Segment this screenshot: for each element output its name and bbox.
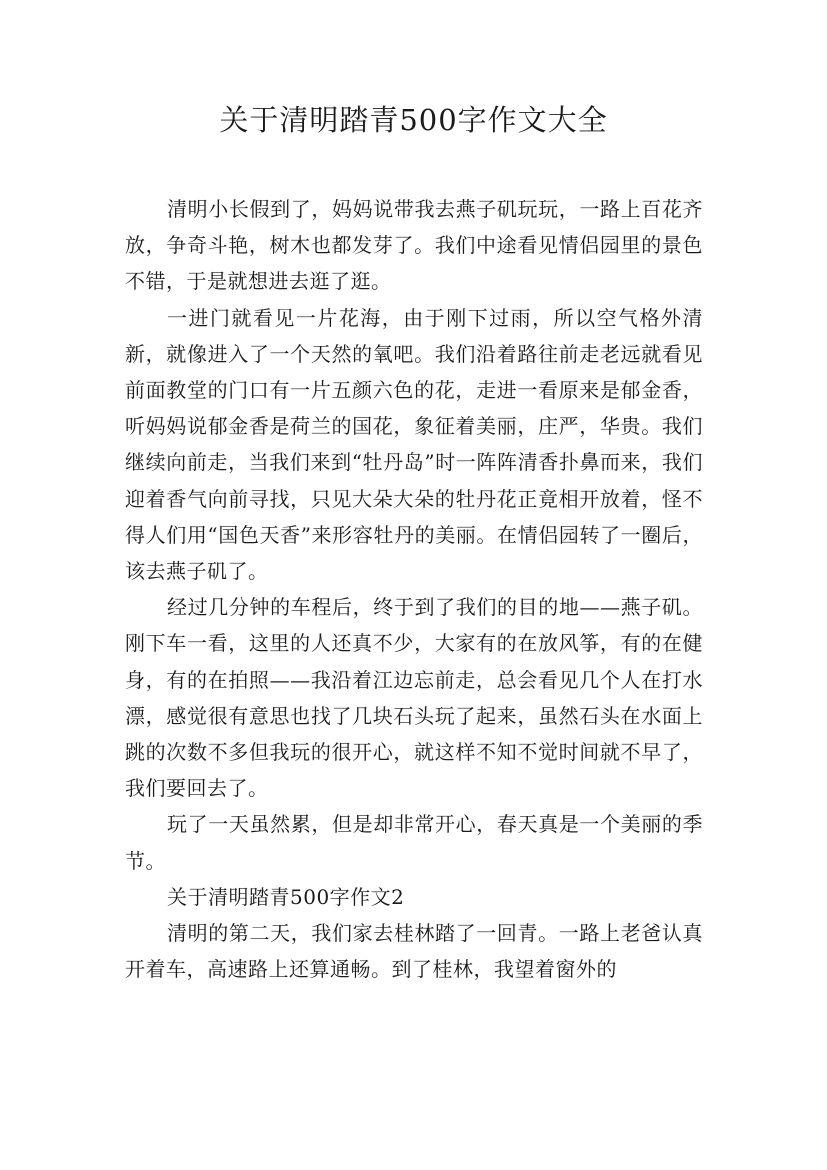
section-heading: 关于清明踏青500字作文2 bbox=[167, 884, 405, 909]
document-title: 关于清明踏青500字作文大全 bbox=[219, 103, 608, 137]
paragraph-4: 玩了一天虽然累，但是却非常开心，春天真是一个美丽的季节。 bbox=[125, 812, 703, 873]
paragraph-1: 清明小长假到了，妈妈说带我去燕子矶玩玩，一路上百花齐放，争奇斗艳，树木也都发芽了。我们中途看见情侣园里的景色不错，于是就想进去逛了逛。 bbox=[125, 197, 703, 294]
document-body bbox=[125, 191, 703, 987]
paragraph-2: 一进门就看见一片花海，由于刚下过雨，所以空气格外清新，就像进入了一个天然的氧吧。我们沿着路往前走老远就看见前面教堂的门口有一片五颜六色的花，走进一看原来是郁金香，听妈妈说郁金香是荷兰的国花，象征着美丽，庄严，华贵。我们继续向前走，当我们来到“牡丹岛”时一阵阵清香扑鼻而来，我们迎着香气向前寻找，只见大朵大朵的牡丹花正竟相开放着，怪不得人们用“国色天香”来形容牡丹的美丽。在情侣园转了一圈后，该去燕子矶了。 bbox=[125, 305, 703, 584]
paragraph-5: 清明的第二天，我们家去桂林踏了一回青。一路上老爸认真开着车，高速路上还算通畅。到了桂林，我望着窗外的 bbox=[125, 921, 703, 982]
paragraph-3: 经过几分钟的车程后，终于到了我们的目的地——燕子矶。刚下车一看，这里的人还真不少，大家有的在放风筝，有的在健身，有的在拍照——我沿着江边忘前走，总会看见几个人在打水漂，感觉很有意思也找了几块石头玩了起来，虽然石头在水面上跳的次数不多但我玩的很开心，就这样不知不觉时间就不早了，我们要回去了。 bbox=[125, 595, 703, 801]
